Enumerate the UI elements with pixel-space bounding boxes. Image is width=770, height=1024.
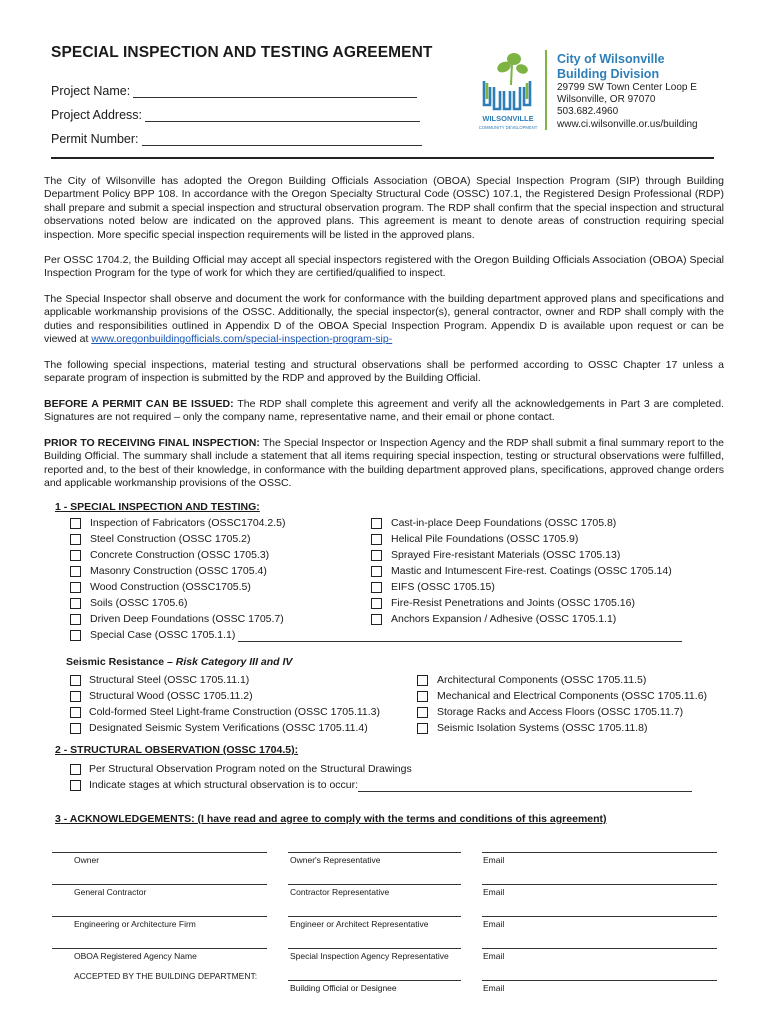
- divider-bar: [545, 50, 547, 130]
- special-case-label: [90, 629, 682, 642]
- before-permit-text: The RDP shall complete this agreement and verify all the acknowledgements in Part 3 are completed. Signatures are not required – only the company name, representative name, and their email or phone contact.: [44, 398, 725, 424]
- section-2-number: 2: [55, 744, 61, 756]
- signature-line[interactable]: [52, 916, 267, 917]
- checkbox[interactable]: [371, 582, 382, 593]
- checkbox-label: Mastic and Intumescent Fire-rest. Coatings (OSSC 1705.14): [391, 565, 672, 577]
- permit-number-line[interactable]: [142, 132, 422, 146]
- agency-rep-label: Special Inspection Agency Representative: [290, 951, 449, 961]
- checkbox-label: Per Structural Observation Program noted on the Structural Drawings: [89, 763, 412, 775]
- special-case-text: Special Case (OSSC 1705.1.1): [90, 629, 236, 641]
- paragraph-special-inspector-text: The Special Inspector shall observe and document the work for conformance with the building department approved plans and specifications and applicable workmanship provisions of the OSSC. Additionally, the special inspector(s), general contractor, owner and RDP shall comply with the duties and responsibilities outlined in Appendix D of the OBOA Special Inspection Program. Appendix D is available upon request or can be viewed at: [44, 293, 724, 346]
- signature-line[interactable]: [52, 884, 267, 885]
- checkbox-label: Designated Seismic System Verifications (OSSC 1705.11.4): [89, 722, 368, 734]
- permit-number-field[interactable]: [51, 132, 422, 146]
- signature-line[interactable]: [482, 884, 717, 885]
- signature-line[interactable]: [288, 916, 461, 917]
- project-address-field[interactable]: [51, 108, 420, 122]
- oboa-link[interactable]: www.oregonbuildingofficials.com/special-inspection-program-sip-: [91, 333, 393, 346]
- checkbox-label: Soils (OSSC 1705.6): [90, 597, 188, 609]
- checkbox-label: Sprayed Fire-resistant Materials (OSSC 1705.13): [391, 549, 621, 561]
- paragraph-following: The following special inspections, material testing and structural observations shall be performed according to OSSC Chapter 17 unless a separate program of inspection is submitted by the RDP and approved by the Building Official.: [44, 359, 724, 385]
- checkbox-label: Wood Construction (OSSC1705.5): [90, 581, 251, 593]
- owner-label: Owner: [74, 855, 100, 865]
- organization-address: [557, 82, 698, 131]
- email-label: Email: [483, 951, 505, 961]
- paragraph-intro: The City of Wilsonville has adopted the Oregon Building Officials Association (OBOA) Special Inspection Program (SIP) through Building Department Policy BPP 108. In accordance with the Oregon Specialty Structural Code (OSSC) 107.1, the Registered Design Professional (RDP) shall prepare and submit a special inspection and structural observation program. The RDP shall confirm that the special inspection and structural observations noted below are indicated on the approved plans. This agreement is meant to denote areas of construction requiring special inspection. More specific special inspection requirements will be listed in the approved plans.: [44, 175, 724, 241]
- checkbox-label: Storage Racks and Access Floors (OSSC 1705.11.7): [437, 706, 684, 718]
- observation-stages-text: Indicate stages at which structural observation is to occur:: [89, 779, 359, 791]
- wilsonville-logo: [476, 47, 540, 133]
- checkbox[interactable]: [70, 764, 81, 775]
- section-2-heading: [55, 744, 298, 756]
- accepted-label: ACCEPTED BY THE BUILDING DEPARTMENT:: [74, 971, 258, 981]
- checkbox-label: Architectural Components (OSSC 1705.11.5): [437, 674, 647, 686]
- checkbox[interactable]: [70, 518, 81, 529]
- checkbox-label: Cold-formed Steel Light-frame Construction (OSSC 1705.11.3): [89, 706, 381, 718]
- engineer-rep-label: Engineer or Architect Representative: [290, 919, 429, 929]
- checkbox[interactable]: [70, 691, 81, 702]
- address-website: www.ci.wilsonville.or.us/building: [557, 118, 698, 130]
- checkbox-label: Mechanical and Electrical Components (OSSC 1705.11.6): [437, 690, 708, 702]
- section-1-title: - SPECIAL INSPECTION AND TESTING:: [60, 501, 260, 513]
- checkbox[interactable]: [70, 723, 81, 734]
- signature-line[interactable]: [288, 948, 461, 949]
- checkbox[interactable]: [70, 675, 81, 686]
- email-label: Email: [483, 887, 505, 897]
- paragraph-ossc-1704: Per OSSC 1704.2, the Building Official may accept all special inspectors registered with the Oregon Building Officials Association (OBOA) Special Inspection Program for the type of work for which they are certified/qualified to inspect.: [44, 254, 724, 280]
- checkbox[interactable]: [70, 614, 81, 625]
- section-1-number: 1: [55, 501, 61, 513]
- checkbox[interactable]: [371, 518, 382, 529]
- signature-line[interactable]: [288, 884, 461, 885]
- checkbox[interactable]: [371, 566, 382, 577]
- checkbox[interactable]: [417, 707, 428, 718]
- checkbox-label: Structural Wood (OSSC 1705.11.2): [89, 690, 253, 702]
- org-line-2: Building Division: [557, 67, 660, 81]
- seismic-left-list: [70, 674, 410, 740]
- section-1-left-list: [70, 517, 370, 647]
- checkbox-label: Anchors Expansion / Adhesive (OSSC 1705.1.1): [391, 613, 617, 625]
- email-label: Email: [483, 983, 505, 993]
- page-title: SPECIAL INSPECTION AND TESTING AGREEMENT: [51, 44, 433, 61]
- project-address-label: Project Address:: [51, 108, 143, 122]
- seismic-right-list: [417, 674, 717, 740]
- checkbox[interactable]: [70, 598, 81, 609]
- logo-wordmark: WILSONVILLE: [482, 114, 534, 123]
- header-divider: [51, 157, 714, 159]
- checkbox-label: Concrete Construction (OSSC 1705.3): [90, 549, 270, 561]
- address-phone: 503.682.4960: [557, 106, 619, 118]
- checkbox-label: Steel Construction (OSSC 1705.2): [90, 533, 251, 545]
- address-street: 29799 SW Town Center Loop E: [557, 82, 697, 93]
- project-address-line[interactable]: [145, 108, 420, 122]
- signature-line[interactable]: [482, 852, 717, 853]
- seismic-heading-text: Seismic Resistance –: [66, 656, 176, 668]
- signature-line[interactable]: [288, 852, 461, 853]
- signature-line[interactable]: [482, 916, 717, 917]
- checkbox[interactable]: [70, 582, 81, 593]
- section-2-title: - STRUCTURAL OBSERVATION (OSSC 1704.5):: [60, 744, 299, 756]
- paragraph-special-inspector: [44, 293, 724, 347]
- logo-subtext: COMMUNITY DEVELOPMENT: [478, 125, 538, 130]
- paragraph-prior-final: [44, 437, 724, 491]
- contractor-rep-label: Contractor Representative: [290, 887, 390, 897]
- observation-stages-label: [89, 779, 692, 792]
- checkbox-label: Driven Deep Foundations (OSSC 1705.7): [90, 613, 284, 625]
- section-1-right-list: [371, 517, 711, 627]
- email-label: Email: [483, 855, 505, 865]
- observation-stages-line[interactable]: [358, 781, 692, 792]
- paragraph-before-permit: [44, 398, 724, 425]
- checkbox-label: Masonry Construction (OSSC 1705.4): [90, 565, 267, 577]
- section-1-heading: [55, 501, 260, 513]
- checkbox-label: Cast-in-place Deep Foundations (OSSC 1705.8): [391, 517, 617, 529]
- signature-line[interactable]: [482, 948, 717, 949]
- checkbox[interactable]: [371, 598, 382, 609]
- section-3-number: 3: [55, 813, 61, 825]
- project-name-line[interactable]: [133, 84, 417, 98]
- project-name-field[interactable]: [51, 84, 417, 98]
- checkbox[interactable]: [371, 534, 382, 545]
- checkbox[interactable]: [70, 707, 81, 718]
- email-label: Email: [483, 919, 505, 929]
- checkbox[interactable]: [371, 614, 382, 625]
- checkbox-label: Seismic Isolation Systems (OSSC 1705.11.8): [437, 722, 648, 734]
- checkbox[interactable]: [371, 550, 382, 561]
- before-permit-label: BEFORE A PERMIT CAN BE ISSUED:: [44, 398, 234, 410]
- agency-name-label: OBOA Registered Agency Name: [74, 951, 197, 961]
- seismic-heading: [66, 656, 292, 668]
- signature-line[interactable]: [52, 852, 267, 853]
- seismic-heading-italic: Risk Category III and IV: [175, 656, 293, 668]
- checkbox[interactable]: [70, 566, 81, 577]
- checkbox[interactable]: [70, 780, 81, 791]
- prior-final-text: The Special Inspector or Inspection Agency and the RDP shall submit a final summary report to the Building Official. The summary shall include a statement that all items requiring special inspection, testing or structural observations were fulfilled, reported and, to the best of their knowledge, in conformance with the building department approved plans, specifications, approved change orders and applicable workmanship provisions of the OSSC.: [44, 437, 725, 490]
- prior-final-label: PRIOR TO RECEIVING FINAL INSPECTION:: [44, 437, 260, 449]
- org-line-1: City of Wilsonville: [557, 52, 665, 66]
- organization-name: [557, 52, 665, 82]
- signature-line[interactable]: [288, 980, 461, 981]
- address-city: Wilsonville, OR 97070: [557, 94, 656, 106]
- general-contractor-label: General Contractor: [74, 887, 147, 897]
- special-case-line[interactable]: [238, 631, 682, 642]
- checkbox[interactable]: [70, 630, 81, 641]
- checkbox-label: Inspection of Fabricators (OSSC1704.2.5): [90, 517, 286, 529]
- checkbox[interactable]: [70, 550, 81, 561]
- checkbox[interactable]: [417, 723, 428, 734]
- section-3-heading: [55, 813, 607, 825]
- signature-line[interactable]: [482, 980, 717, 981]
- checkbox-label: Structural Steel (OSSC 1705.11.1): [89, 674, 250, 686]
- building-official-label: Building Official or Designee: [290, 983, 397, 993]
- signature-line[interactable]: [52, 948, 267, 949]
- section-3-title: - ACKNOWLEDGEMENTS: (I have read and agree to comply with the terms and conditions of this agreement): [60, 813, 607, 825]
- checkbox-label: Helical Pile Foundations (OSSC 1705.9): [391, 533, 579, 545]
- permit-number-label: Permit Number:: [51, 132, 139, 146]
- checkbox-label: Fire-Resist Penetrations and Joints (OSSC 1705.16): [391, 597, 635, 609]
- owner-rep-label: Owner's Representative: [290, 855, 381, 865]
- checkbox[interactable]: [70, 534, 81, 545]
- checkbox[interactable]: [417, 691, 428, 702]
- checkbox-label: EIFS (OSSC 1705.15): [391, 581, 495, 593]
- checkbox[interactable]: [417, 675, 428, 686]
- firm-label: Engineering or Architecture Firm: [74, 919, 196, 929]
- project-name-label: Project Name:: [51, 84, 131, 98]
